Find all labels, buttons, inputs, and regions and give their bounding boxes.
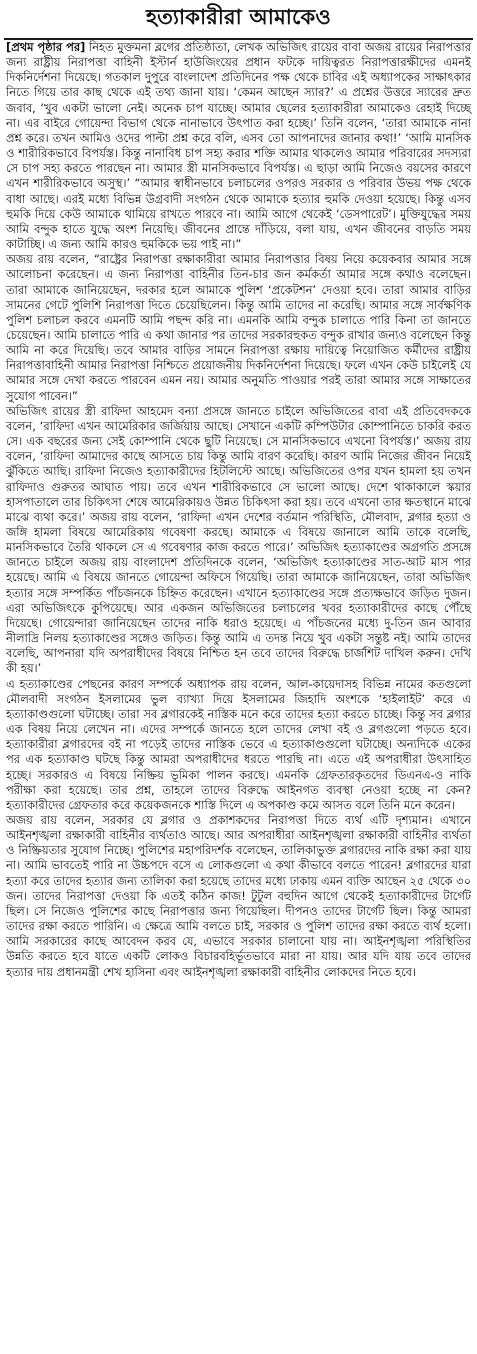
article-body [6, 40, 471, 980]
paragraph-5: অজয় রায় বলেন, সরকার যে ব্লগার ও প্রকাশকদের নিরাপত্তা দিতে ব্যর্থ এটি দৃশ্যমান। এখানে আইনশৃঙ্খলা রক্ষাকারী বাহিনীর ব্যর্থতাও আছে। আর অপরাধীরা আইনশৃঙ্খলা রক্ষাকারী বাহিনীর ব্যর্থতা ও নিষ্ক্রিয়তার সুযোগ নিচ্ছে। পুলিশের মহাপরিদর্শক বলেছেন, তালিকাভুক্ত ব্লগারদের নাকি রক্ষা করা যায় না। আমি ভাবতেই পারি না উচ্চপদে বসে এ লোকগুলো এ কথা কীভাবে বলতে পারেন! ব্লগারদের যারা হত্যা করে তাদের হত্যার জন্য তালিকা করা হয়েছে তাদের মধ্যে ঢাকায় এমন ব্যক্তি আছেন ২৫ থেকে ৩০ জন। তাদের নিরাপত্তা দেওয়া কি এতই কঠিন কাজ! টুটুল বহুদিন আগে থেকেই হত্যাকারীদের টার্গেট ছিল। সে নিজেও পুলিশের কাছে নিরাপত্তার জন্য গিয়েছিল। দীপনও তাদের টার্গেট ছিল। কিন্তু আমরা তাদের রক্ষা করতে পারিনি। এ ক্ষেত্রে আমি বলতে চাই, সরকার ও পুলিশ তাদের রক্ষা করতে ব্যর্থ হলো। আমি সরকারের কাছে আবেদন করব যে, এভাবে সরকার চালানো যায় না। আইনশৃঙ্খলা পরিস্থিতির উন্নতি করতে হবে যাতে একটি লোকও বিচারবহির্ভূতভাবে মারা না যায়। আর যদি যায় তবে তাদের হত্যার দায় প্রধানমন্ত্রী শেখ হাসিনা এবং আইনশৃঙ্খলা রক্ষাকারী বাহিনীর লোকদের নিতে হবে। [6, 812, 471, 979]
paragraph-3: অভিজিৎ রায়ের স্ত্রী রাফিদা আহমেদ বন্যা প্রসঙ্গে জানতে চাইলে অভিজিতের বাবা এই প্রতিবেদককে বলেন, ‘রাফিদা এখন আমেরিকার জর্জিয়ায় আছে। সেখানে একটি কম্পিউটার কোম্পানিতে চাকরি করত সে। এক বছরের জন্য সেই কোম্পানি থেকে ছুটি নিয়েছে। সে মানসিকভাবে এখনো বিপর্যস্ত।’ অজয় রায় বলেন, ‘রাফিদা আমাদের কাছে আসতে চায় কিন্তু আমি বারণ করেছি। কারণ আমি নিজের জীবন নিয়েই ঝুঁকিতে আছি। রাফিদা নিজেও হত্যাকারীদের হিটলিস্টে আছে। অভিজিতের ওপর যখন হামলা হয় তখন রাফিদাও গুরুতর আঘাত পায়। তবে এখন শারীরিকভাবে সে ভালো আছে। দেশে থাকাকালে স্কয়ার হাসপাতালে তার চিকিৎসা শেষে আমেরিকায়ও উন্নত চিকিৎসা করা হয়। তবে এখনো তার ক্ষতস্থানে মাঝে মাঝে ব্যথা করে।’ অজয় রায় বলেন, ‘রাফিদা এখন দেশের বর্তমান পরিস্থিতি, মৌলবাদ, ব্লগার হত্যা ও জঙ্গি হামলা বিষয়ে আমেরিকায় গবেষণা করছে। আমাকে এ বিষয়ে জানালে আমি তাকে বলেছি, মানসিকভাবে তৈরি থাকলে সে এ গবেষণার কাজ করতে পারে।’ অভিজিৎ হত্যাকাণ্ডের অগ্রগতি প্রসঙ্গে জানতে চাইলে অজয় রায় বাংলাদেশ প্রতিদিনকে বলেন, ‘অভিজিৎ হত্যাকাণ্ডের সাত-আট মাস পার হয়েছে। আমি এ বিষয়ে জানতে গোয়েন্দা অফিসে গিয়েছি। তারা আমাকে জানিয়েছেন, তারা অভিজিৎ হত্যার সঙ্গে সম্পর্কিত পাঁচজনকে চিহ্নিত করেছেন। এখানে হত্যাকাণ্ডের সঙ্গে প্রত্যক্ষভাবে জড়িত দুজন। এরা অভিজিৎকে কুপিয়েছে। আর একজন অভিজিতের চলাচলের খবর হত্যাকারীদের কাছে পৌঁছে দিয়েছে। গোয়েন্দারা জানিয়েছেন তাদের নাকি ধরাও হয়েছে। এ পাঁচজনের মধ্যে দু-তিন জন আবার নীলাদ্রি নিলয় হত্যাকাণ্ডের সঙ্গেও জড়িত। কিন্তু আমি এ তদন্ত নিয়ে খুব একটা সন্তুষ্ট নই। আমি তাদের বলেছি, আপনারা যদি অপরাধীদের বিষয়ে নিশ্চিত হন তবে তাদের বিরুদ্ধে চার্জশিট দাখিল করুন। দেখি কী হয়।’ [6, 403, 471, 676]
headline-divider [4, 38, 473, 40]
paragraph-1-text: নিহত মুক্তমনা ব্লগের প্রতিষ্ঠাতা, লেখক অভিজিৎ রায়ের বাবা অজয় রায়ের নিরাপত্তার জন্য রাষ্ট্রীয় নিরাপত্তা বাহিনী ইস্টার্ন হাউজিংয়ের প্রধান ফটকে দায়িত্বরত নিরাপত্তারক্ষীদের এমনই দিকনির্দেশনা দিয়েছে। গতকাল দুপুরে বাংলাদেশ প্রতিদিনের পক্ষ থেকে চাবির এই অধ্যাপকের সাক্ষাৎকার নিতে গিয়ে তার কাছ থেকে এই তথ্য জানা যায়। ‘কেমন আছেন স্যার?’ এ প্রশ্নের উত্তরে স্যারের দ্রুত জবাব, ‘খুব একটা ভালো নেই। অনেক চাপ যাচ্ছে। আমার ছেলের হত্যাকারীরা আমাকেও রেহাই দিচ্ছে না। এর বাইরে গোয়েন্দা বিভাগ থেকে নানাভাবে উৎপাত করা হচ্ছে।’ তিনি বলেন, ‘তারা আমাকে নানা প্রশ্ন করে। তখন আমিও ওদের পাল্টা প্রশ্ন করে বলি, এসব তো আপনাদের জানার কথা!’ ‘আমি মানসিক ও শারীরিকভাবে বিপর্যস্ত। কিন্তু নানাবিধ চাপ সহ্য করার শক্তি আমার থাকলেও আমার পরিবারের সদস্যরা সে চাপ সহ্য করতে পারছেন না। আমার স্ত্রী মানসিকভাবে বিপর্যস্ত। এ ছাড়া আমি নিজেও বয়সের কারণে এখন শারীরিকভাবে অসুস্থ।’ “আমার স্বাধীনভাবে চলাচলের ওপরও সরকার ও পরিবার উভয় পক্ষ থেকে বাধা আছে। এরই মধ্যে বিভিন্ন উগ্রবাদী সংগঠন থেকে আমাকে হত্যার হুমকি দেওয়া হয়েছে। কিন্তু এসব হুমকি দিয়ে কেউ আমাকে থামিয়ে রাখতে পারবে না। আমি আগে থেকেই ‘ডেসপারেট’। মুক্তিযুদ্ধের সময় আমি বন্দুক হাতে যুদ্ধে অংশ নিয়েছি। জীবনের প্রান্তে দাঁড়িয়ে, বলা যায়, এখন জীবনের বাড়তি সময় কাটাচ্ছি। এ জন্য আমি কারও হুমকিকে ভয় পাই না।” [6, 40, 471, 252]
paragraph-1 [6, 40, 471, 252]
paragraph-2: অজয় রায় বলেন, “রাষ্ট্রের নিরাপত্তা রক্ষাকারীরা আমার নিরাপত্তার বিষয় নিয়ে কয়েকবার আমার সঙ্গে আলোচনা করেছেন। এ জন্য নিরাপত্তা বাহিনীর তিন-চার জন কর্মকর্তা আমার সঙ্গে কথাও বলেছেন। তারা আমাকে জানিয়েছেন, দরকার হলে আমাকে পুলিশ ‘প্রকেটশন’ দেওয়া হবে। তারা আমার বাড়ির সামনের গেটে পুলিশি নিরাপত্তা দিতে চেয়েছিলেন। কিন্তু আমি তাদের না করেছি। আমার সঙ্গে সার্বক্ষণিক পুলিশ চলাচল করবে এমনটি আমি পছন্দ করি না। এমনকি আমি বন্দুক চালাতে পারি কিনা তা জানতে চেয়েছেন। আমি চালাতে পারি এ কথা জানার পর তাদের সরকারহুকত বন্দুক রাখার জন্যও বলেছেন কিন্তু আমি না করে দিয়েছি। তবে আমার বাড়ির সামনে নিরাপত্তা রক্ষায় দায়িত্বে নিয়োজিত কর্মীদের রাষ্ট্রীয় নিরাপত্তাবাহিনী আমার নিরাপত্তা নিশ্চিতে প্রয়োজনীয় দিকনির্দেশনা দিয়েছে। ফলে এখন কেউ চাইলেই যে আমার সঙ্গে দেখা করতে পারবেন এমন নয়। আমার অনুমতি পাওয়ার পরই তারা আমার সঙ্গে সাক্ষাতের সুযোগ পাবেন।” [6, 252, 471, 403]
paragraph-4: এ হত্যাকাণ্ডের পেছনের কারণ সম্পর্কে অধ্যাপক রায় বলেন, আল-কায়েদাসহ বিভিন্ন নামের কতগুলো মৌলবাদী সংগঠন ইসলামের ভুল ব্যাখ্যা দিয়ে ইসলামের জিহাদি অংশকে ‘হাইলাইট’ করে এ হত্যাকাণ্ডগুলো ঘটাচ্ছে। তারা সব ব্লগারকেই নাস্তিক মনে করে তাদের হত্যা করতে চাচ্ছে। কিন্তু সব ব্লগার এক বিষয় নিয়ে লেখেন না। এদের সম্পর্কে জানতে হলে তাদের লেখা বই ও ব্লগগুলো পড়তে হবে। হত্যাকারীরা ব্লগারদের বই না পড়েই তাদের নাস্তিক ভেবে এ হত্যাকাণ্ডগুলো ঘটাচ্ছে। অন্যদিকে একের পর এক হত্যাকাণ্ড ঘটছে কিন্তু আমরা অপরাধীদের ধরতে পারছি না। এতে এই অপরাধীরা উৎসাহিত হচ্ছে। সরকারও এ বিষয়ে নিষ্ক্রিয় ভূমিকা পালন করছে। এমনকি গ্রেফতারকৃতদের ডিএনএ-ও নাকি পরীক্ষা করা হয়েছে। তার প্রশ্ন, তাহলে তাদের বিরুদ্ধে আইনগত ব্যবস্থা নেওয়া হচ্ছে না কেন? হত্যাকারীদের গ্রেফতার করে কয়েকজনকে শাস্তি দিলে এ অপকাণ্ড কমে আসত বলে তিনি মনে করেন। [6, 676, 471, 812]
article-headline: হত্যাকারীরা আমাকেও [145, 5, 332, 29]
continuation-label: [প্রথম পৃষ্ঠার পর] [6, 40, 86, 54]
news-article [0, 4, 477, 1354]
